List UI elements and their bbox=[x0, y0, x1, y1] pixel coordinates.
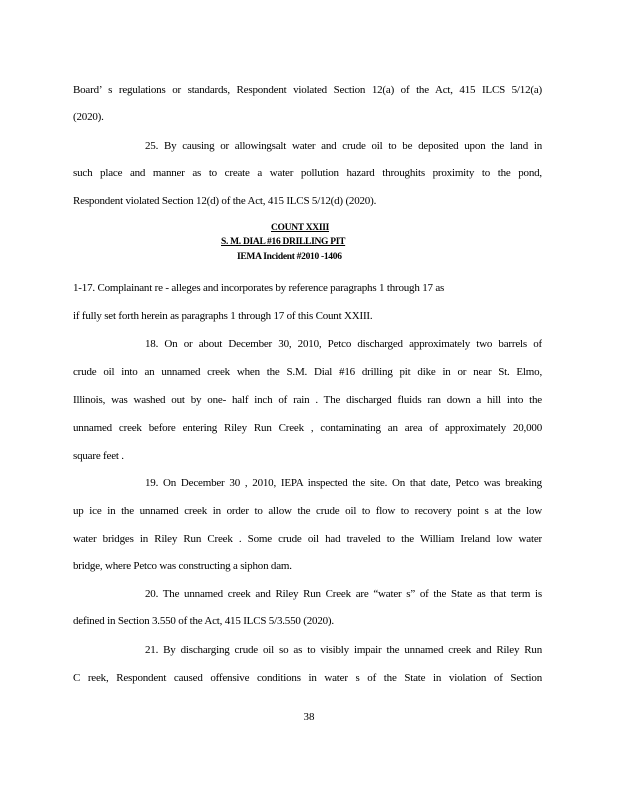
paragraph-19-line: water bridges in Riley Run Creek . Some crude oil had traveled to the William Ireland low water bbox=[73, 533, 542, 545]
paragraph-25-line: such place and manner as to create a water pollution hazard throughits proximity to the pond, bbox=[73, 167, 542, 179]
paragraph-20-line: 20. The unnamed creek and Riley Run Creek are “water s” of the State as that term is bbox=[145, 588, 542, 600]
paragraph-18-line: unnamed creek before entering Riley Run Creek , contaminating an area of approximately 20,000 bbox=[73, 422, 542, 434]
paragraph-18-line: 18. On or about December 30, 2010, Petco discharged approximately two barrels of bbox=[145, 338, 542, 350]
count-subheading: S. M. DIAL #16 DRILLING PIT bbox=[221, 237, 346, 247]
paragraph-1-17-line: 1-17. Complainant re - alleges and incorporates by reference paragraphs 1 through 17 as bbox=[73, 282, 445, 294]
paragraph-21-line: 21. By discharging crude oil so as to visibly impair the unnamed creek and Riley Run bbox=[145, 644, 542, 656]
page-number: 38 bbox=[303, 711, 315, 723]
paragraph-18-line: Illinois, was washed out by one- half inch of rain . The discharged fluids ran down a hill into the bbox=[73, 394, 542, 406]
paragraph-21-line: C reek, Respondent caused offensive conditions in water s of the State in violation of Section bbox=[73, 672, 542, 684]
paragraph-25-line: Respondent violated Section 12(d) of the Act, 415 ILCS 5/12(d) (2020). bbox=[73, 195, 377, 207]
paragraph-19-line: 19. On December 30 , 2010, IEPA inspected the site. On that date, Petco was breaking bbox=[145, 477, 542, 489]
text-line: (2020). bbox=[73, 111, 104, 123]
count-heading: COUNT XXIII bbox=[270, 223, 330, 233]
paragraph-19-line: up ice in the unnamed creek in order to allow the crude oil to flow to recovery point s at the low bbox=[73, 505, 542, 517]
paragraph-18-line: square feet . bbox=[73, 450, 124, 462]
text-line: Board’ s regulations or standards, Respondent violated Section 12(a) of the Act, 415 ILCS 5/12(a) bbox=[73, 84, 542, 96]
paragraph-1-17-line: if fully set forth herein as paragraphs 1 through 17 of this Count XXIII. bbox=[73, 310, 373, 322]
incident-number: IEMA Incident #2010 -1406 bbox=[237, 252, 342, 262]
paragraph-25-line: 25. By causing or allowingsalt water and crude oil to be deposited upon the land in bbox=[145, 140, 542, 152]
paragraph-18-line: crude oil into an unnamed creek when the S.M. Dial #16 drilling pit dike in or near St. Elmo, bbox=[73, 366, 542, 378]
paragraph-20-line: defined in Section 3.550 of the Act, 415 ILCS 5/3.550 (2020). bbox=[73, 615, 334, 627]
paragraph-19-line: bridge, where Petco was constructing a siphon dam. bbox=[73, 560, 292, 572]
